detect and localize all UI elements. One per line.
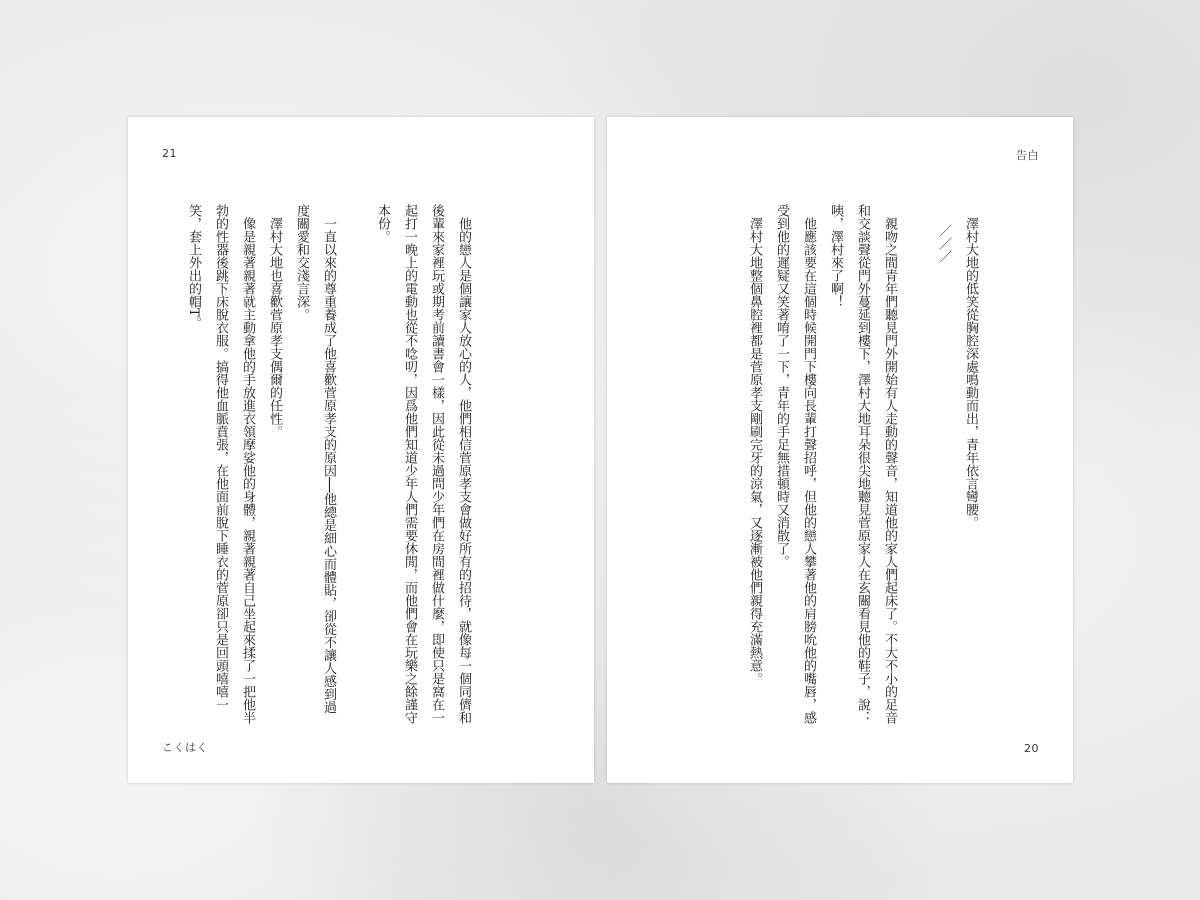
paragraph: 親吻之間青年們聽見門外開始有人走動的聲音，知道他的家人們起床了。不大不小的足音和交談聲從門外蔓延到樓下，澤村大地耳朵很尖地聽見菅原家人在玄關看見他的鞋子，說：咦，澤村來了啊！	[828, 204, 897, 724]
right-page	[607, 117, 1073, 783]
paragraph: 澤村大地的低笑從胸腔深處鳴動而出，青年依言彎腰。	[963, 217, 978, 529]
paragraph: 像是親著親著就主動拿他的手放進衣領摩娑他的身體，親著親著自己坐起來揉了一把他半勃的性器後跳下床脫衣服。搞得他血脈賁張，在他面前脫下睡衣的菅原卻只是回頭嘻嘻一笑，套上外出的帽T。	[186, 204, 255, 724]
body-text	[671, 204, 1011, 724]
running-header: こくはく	[162, 741, 208, 754]
book-spread	[128, 117, 1073, 783]
scene-break: ／／／	[936, 223, 951, 263]
paragraph: 澤村大地也喜歡菅原孝支偶爾的任性。	[267, 217, 282, 438]
paragraph: 他的戀人是個讓家人放心的人，他們相信菅原孝支會做好所有的招待，就像每一個同儕和後輩來家裡玩或期考前讀書會一樣，因此從未過問少年們在房間裡做什麼，即使只是窩在一起打一晚上的電動也從不唸叨，因爲他們知道少年人們需要休閒，而他們會在玩樂之餘謹守本份。	[375, 204, 471, 724]
paragraph: 一直以來的尊重養成了他喜歡菅原孝支的原因──他總是細心而體貼，卻從不讓人感到過度關愛和交淺言深。	[294, 204, 336, 714]
page-number: 21	[162, 147, 177, 160]
paragraph: 澤村大地整個鼻腔裡都是菅原孝支剛刷完牙的涼氣，又逐漸被他們親得充滿熱意。	[747, 217, 762, 685]
page-number: 20	[1024, 742, 1039, 755]
running-header: 告白	[1016, 149, 1039, 162]
body-text	[186, 204, 504, 724]
paragraph: 他應該要在這個時候開門下樓向長輩打聲招呼，但他的戀人攀著他的肩膀吮他的嘴唇，感受到他的遲疑又笑著唷了一下，青年的手足無措頓時又消散了。	[774, 204, 816, 724]
left-page	[128, 117, 594, 783]
